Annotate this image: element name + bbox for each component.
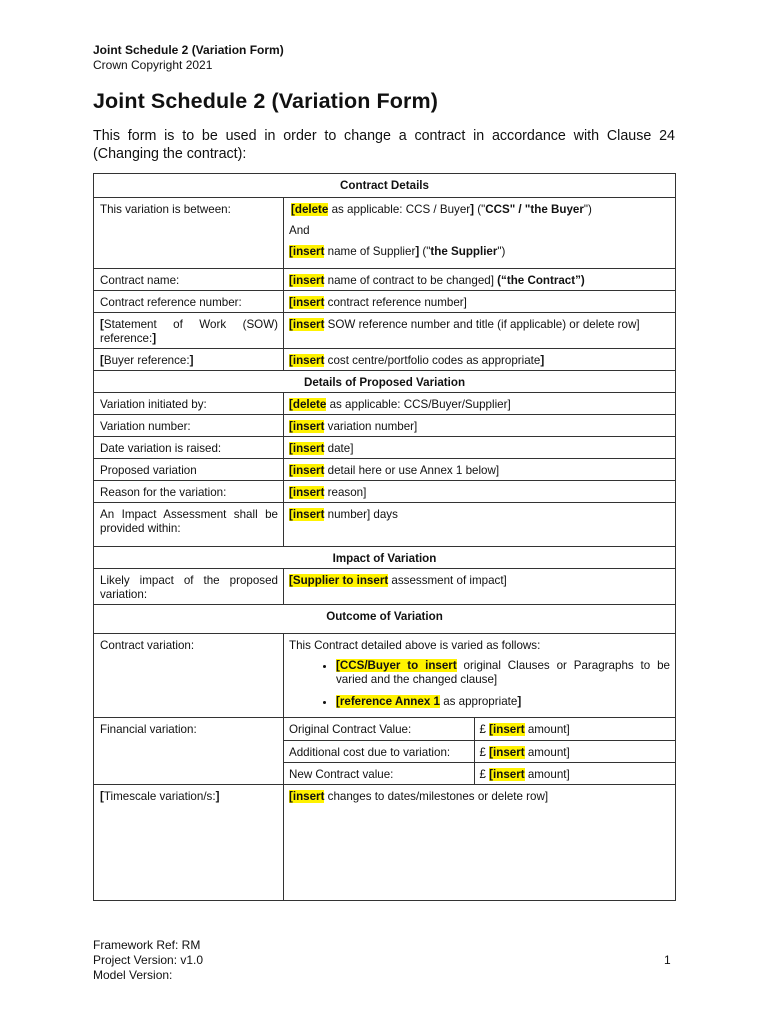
placeholder-highlight: [delete	[289, 398, 327, 411]
table-row	[94, 459, 676, 481]
value-timescale-variation	[284, 785, 676, 901]
financial-row	[284, 718, 675, 740]
text: SOW reference number and title (if applicable) or delete row]	[324, 318, 640, 331]
page-title: Joint Schedule 2 (Variation Form)	[93, 89, 438, 113]
placeholder-highlight: [insert	[289, 296, 325, 309]
label-variation-number: Variation number:	[94, 415, 284, 437]
variation-form-table	[93, 173, 676, 901]
label-initiated-by: Variation initiated by:	[94, 393, 284, 415]
table-row	[94, 198, 676, 269]
table-row	[94, 634, 676, 718]
table-row	[94, 393, 676, 415]
page-number: 1	[664, 953, 671, 967]
table-row	[94, 718, 676, 785]
text: £	[479, 723, 490, 736]
placeholder-highlight: [insert	[489, 723, 525, 736]
text: amount]	[524, 723, 570, 736]
table-row	[94, 569, 676, 605]
text: ]	[517, 695, 522, 708]
label-financial-variation: Financial variation:	[94, 718, 284, 785]
footer-model-version: Model Version:	[93, 968, 173, 982]
placeholder-highlight: [insert	[489, 767, 525, 781]
contract-variation-list	[289, 659, 670, 709]
header-copyright: Crown Copyright 2021	[93, 58, 213, 72]
placeholder-highlight: [insert	[289, 442, 325, 455]
text: (“the Contract”)	[497, 274, 585, 287]
text: ")	[497, 245, 506, 258]
placeholder-highlight: [insert	[289, 318, 325, 331]
table-row	[94, 785, 676, 901]
text: CCS	[485, 203, 510, 216]
value-variation-number	[284, 415, 676, 437]
placeholder-highlight: [insert	[489, 745, 525, 759]
value-contract-reference	[284, 291, 676, 313]
contract-variation-intro: This Contract detailed above is varied as follows:	[289, 639, 541, 652]
financial-value	[474, 718, 675, 740]
financial-value	[474, 762, 675, 784]
placeholder-highlight: [reference Annex 1	[336, 695, 440, 708]
text: as applicable: CCS/Buyer/Supplier]	[326, 398, 511, 411]
value-likely-impact	[284, 569, 676, 605]
intro-paragraph: This form is to be used in order to change a contract in accordance with Clause 24 (Changing the contract):	[93, 128, 675, 162]
section-outcome: Outcome of Variation	[94, 605, 676, 634]
value-impact-assessment	[284, 503, 676, 547]
text: £	[479, 767, 490, 781]
table-row	[94, 291, 676, 313]
value-contract-name	[284, 269, 676, 291]
text: [	[100, 318, 104, 331]
section-row	[94, 174, 676, 198]
financial-row	[284, 762, 675, 784]
label-buyer-reference	[94, 349, 284, 371]
text: name of contract to be changed]	[324, 274, 498, 287]
label-contract-reference: Contract reference number:	[94, 291, 284, 313]
text: amount]	[524, 767, 570, 781]
text: [	[100, 790, 104, 803]
between-line-3	[289, 245, 670, 259]
table-row	[94, 349, 676, 371]
page-footer	[93, 938, 203, 983]
table-row	[94, 503, 676, 547]
text: ]	[215, 790, 220, 803]
placeholder-highlight: [insert	[289, 508, 325, 521]
text: ]	[189, 354, 194, 367]
footer-project-version: Project Version: v1.0	[93, 953, 204, 967]
text: the Supplier	[430, 245, 498, 258]
section-impact: Impact of Variation	[94, 547, 676, 569]
label-impact-assessment: An Impact Assessment shall be provided within:	[94, 503, 284, 547]
text: " / "	[509, 203, 531, 216]
placeholder-highlight: [CCS/Buyer to insert	[336, 659, 457, 672]
label-contract-variation: Contract variation:	[94, 634, 284, 718]
text: Buyer reference:	[103, 354, 190, 367]
text: detail here or use Annex 1 below]	[324, 464, 500, 477]
label-likely-impact: Likely impact of the proposed variation:	[94, 569, 284, 605]
list-item	[336, 659, 670, 687]
text: variation number]	[324, 420, 418, 433]
text: ("	[419, 245, 431, 258]
text: reason]	[324, 486, 367, 499]
text: Statement of Work (SOW) reference:	[100, 318, 278, 345]
text: name of Supplier	[324, 245, 416, 258]
label-sow-reference	[94, 313, 284, 349]
text: as applicable: CCS / Buyer	[328, 203, 471, 216]
section-row	[94, 547, 676, 569]
label-variation-between: This variation is between:	[94, 198, 284, 269]
value-date-raised	[284, 437, 676, 459]
list-item	[336, 695, 670, 709]
text: ")	[583, 203, 592, 216]
text: ]	[540, 354, 545, 367]
section-row	[94, 371, 676, 393]
label-proposed-variation: Proposed variation	[94, 459, 284, 481]
placeholder-highlight: [delete	[291, 203, 329, 216]
label-contract-name: Contract name:	[94, 269, 284, 291]
financial-label: Original Contract Value:	[284, 718, 474, 740]
value-contract-variation	[284, 634, 676, 718]
value-variation-between	[284, 198, 676, 269]
text: date]	[324, 442, 354, 455]
text: changes to dates/milestones or delete row]	[324, 790, 549, 803]
text: ]	[470, 203, 475, 216]
text: ("	[474, 203, 486, 216]
value-sow-reference	[284, 313, 676, 349]
text: original Clauses or Paragraphs to be varied and the changed clause]	[336, 659, 670, 686]
between-line-1	[289, 203, 670, 217]
text: ]	[415, 245, 420, 258]
placeholder-highlight: [insert	[289, 420, 325, 433]
header-title: Joint Schedule 2 (Variation Form)	[93, 43, 284, 57]
running-header	[93, 43, 284, 73]
placeholder-highlight: [insert	[289, 354, 325, 367]
value-initiated-by	[284, 393, 676, 415]
financial-subtable	[284, 718, 675, 784]
financial-label: New Contract value:	[284, 762, 474, 784]
text: the Buyer	[530, 203, 584, 216]
table-row	[94, 437, 676, 459]
placeholder-highlight: [insert	[289, 464, 325, 477]
text: amount]	[524, 745, 570, 759]
table-row	[94, 313, 676, 349]
text: Timescale variation/s:	[103, 790, 216, 803]
value-buyer-reference	[284, 349, 676, 371]
section-contract-details: Contract Details	[94, 174, 676, 198]
value-proposed-variation	[284, 459, 676, 481]
text: contract reference number]	[324, 296, 467, 309]
placeholder-highlight: [insert	[289, 486, 325, 499]
financial-value	[474, 740, 675, 762]
financial-label: Additional cost due to variation:	[284, 740, 474, 762]
text: cost centre/portfolio codes as appropriate	[324, 354, 541, 367]
label-reason: Reason for the variation:	[94, 481, 284, 503]
financial-row	[284, 740, 675, 762]
value-financial-variation	[284, 718, 676, 785]
label-date-raised: Date variation is raised:	[94, 437, 284, 459]
table-row	[94, 481, 676, 503]
placeholder-highlight: [insert	[289, 274, 325, 287]
label-timescale-variation	[94, 785, 284, 901]
table-row	[94, 269, 676, 291]
table-row	[94, 415, 676, 437]
text: £	[479, 745, 490, 759]
text: as appropriate	[439, 695, 518, 708]
text: assessment of impact]	[388, 574, 507, 587]
section-proposed-variation: Details of Proposed Variation	[94, 371, 676, 393]
text: number] days	[324, 508, 398, 521]
footer-framework-ref: Framework Ref: RM	[93, 938, 201, 952]
text: ]	[152, 332, 157, 345]
placeholder-highlight: [Supplier to insert	[289, 574, 389, 587]
value-reason	[284, 481, 676, 503]
between-and: And	[289, 224, 310, 237]
placeholder-highlight: [insert	[289, 790, 325, 803]
section-row	[94, 605, 676, 634]
placeholder-highlight: [insert	[289, 245, 325, 258]
text: [	[100, 354, 104, 367]
